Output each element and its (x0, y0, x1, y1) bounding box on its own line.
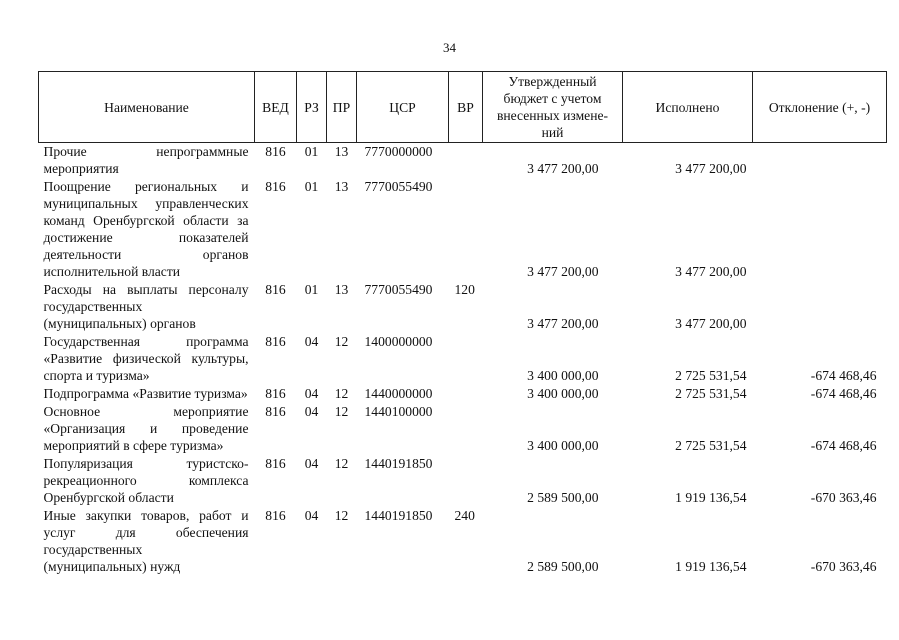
cell-vr (449, 403, 483, 455)
cell-csr: 7770055490 (364, 282, 433, 297)
table-row (39, 385, 887, 403)
cell-csr: 1400000000 (364, 334, 433, 349)
header-pr: ПР (327, 72, 357, 143)
cell-approved-budget: 3 400 000,00 (527, 368, 599, 383)
cell-deviation (753, 178, 887, 281)
cell-executed: 2 725 531,54 (675, 368, 747, 383)
header-vr: ВР (449, 72, 483, 143)
cell-ved: 816 (265, 179, 286, 194)
cell-deviation (753, 281, 887, 333)
cell-name: Поощрение региональных и муниципальных управленческих команд Оренбургской области за достижение показателей деятельности органов исполнительной власти (43, 179, 249, 279)
page-number: 34 (443, 40, 456, 55)
cell-rz: 01 (304, 144, 319, 159)
cell-vr (449, 143, 483, 179)
cell-rz: 04 (304, 404, 319, 419)
cell-approved-budget: 2 589 500,00 (527, 559, 599, 574)
table-header-row (39, 72, 887, 143)
cell-csr: 1440000000 (364, 386, 433, 401)
header-approved-budget: Утвержденный бюджет с учетом внесенных измене-ний (483, 72, 623, 143)
cell-executed: 3 477 200,00 (675, 264, 747, 279)
cell-vr (449, 333, 483, 385)
cell-ved: 816 (265, 386, 286, 401)
cell-approved-budget: 3 477 200,00 (527, 316, 599, 331)
cell-ved: 816 (265, 404, 286, 419)
cell-executed: 2 725 531,54 (675, 386, 747, 401)
table-row (39, 281, 887, 333)
cell-pr: 13 (334, 144, 349, 159)
cell-csr: 7770000000 (364, 144, 433, 159)
cell-deviation: -670 363,46 (810, 490, 877, 505)
header-rz: РЗ (297, 72, 327, 143)
cell-csr: 1440191850 (364, 508, 433, 523)
cell-rz: 04 (304, 386, 319, 401)
cell-name: Популяризация туристско-рекреационного комплекса Оренбургской области (43, 456, 249, 505)
cell-vr (449, 455, 483, 507)
cell-vr (449, 178, 483, 281)
header-csr: ЦСР (357, 72, 449, 143)
cell-approved-budget: 3 477 200,00 (527, 161, 599, 176)
table-row (39, 403, 887, 455)
cell-name: Расходы на выплаты персоналу государственных (муниципальных) органов (43, 282, 249, 331)
cell-vr (449, 385, 483, 403)
budget-table (38, 71, 887, 576)
header-executed: Исполнено (623, 72, 753, 143)
cell-approved-budget: 3 400 000,00 (527, 386, 599, 401)
cell-deviation: -670 363,46 (810, 559, 877, 574)
header-deviation: Отклонение (+, -) (753, 72, 887, 143)
cell-approved-budget: 2 589 500,00 (527, 490, 599, 505)
cell-deviation: -674 468,46 (810, 386, 877, 401)
header-ved: ВЕД (255, 72, 297, 143)
cell-name: Иные закупки товаров, работ и услуг для обеспечения государственных (муниципальных) нужд (43, 508, 249, 574)
cell-vr: 120 (454, 282, 475, 297)
cell-pr: 12 (334, 334, 349, 349)
table-row (39, 178, 887, 281)
cell-ved: 816 (265, 144, 286, 159)
cell-approved-budget: 3 400 000,00 (527, 438, 599, 453)
cell-pr: 13 (334, 179, 349, 194)
cell-csr: 1440100000 (364, 404, 433, 419)
cell-executed: 1 919 136,54 (675, 559, 747, 574)
cell-vr: 240 (454, 508, 475, 523)
table-row (39, 507, 887, 576)
table-row (39, 333, 887, 385)
cell-ved: 816 (265, 334, 286, 349)
cell-pr: 13 (334, 282, 349, 297)
cell-csr: 7770055490 (364, 179, 433, 194)
cell-rz: 04 (304, 334, 319, 349)
cell-rz: 01 (304, 282, 319, 297)
cell-deviation: -674 468,46 (810, 438, 877, 453)
cell-executed: 3 477 200,00 (675, 161, 747, 176)
cell-deviation (753, 143, 887, 179)
cell-executed: 3 477 200,00 (675, 316, 747, 331)
cell-ved: 816 (265, 282, 286, 297)
cell-csr: 1440191850 (364, 456, 433, 471)
cell-rz: 04 (304, 508, 319, 523)
cell-deviation: -674 468,46 (810, 368, 877, 383)
cell-name: Прочие непрограммные мероприятия (43, 144, 249, 176)
header-name: Наименование (39, 72, 255, 143)
cell-rz: 04 (304, 456, 319, 471)
cell-ved: 816 (265, 456, 286, 471)
cell-approved-budget: 3 477 200,00 (527, 264, 599, 279)
cell-pr: 12 (334, 508, 349, 523)
cell-ved: 816 (265, 508, 286, 523)
cell-executed: 2 725 531,54 (675, 438, 747, 453)
cell-pr: 12 (334, 456, 349, 471)
cell-name: Государственная программа «Развитие физической культуры, спорта и туризма» (43, 334, 249, 383)
cell-pr: 12 (334, 404, 349, 419)
table-row (39, 143, 887, 179)
cell-pr: 12 (334, 386, 349, 401)
cell-name: Подпрограмма «Развитие туризма» (43, 386, 248, 401)
table-row (39, 455, 887, 507)
cell-name: Основное мероприятие «Организация и проведение мероприятий в сфере туризма» (43, 404, 249, 453)
cell-executed: 1 919 136,54 (675, 490, 747, 505)
cell-rz: 01 (304, 179, 319, 194)
